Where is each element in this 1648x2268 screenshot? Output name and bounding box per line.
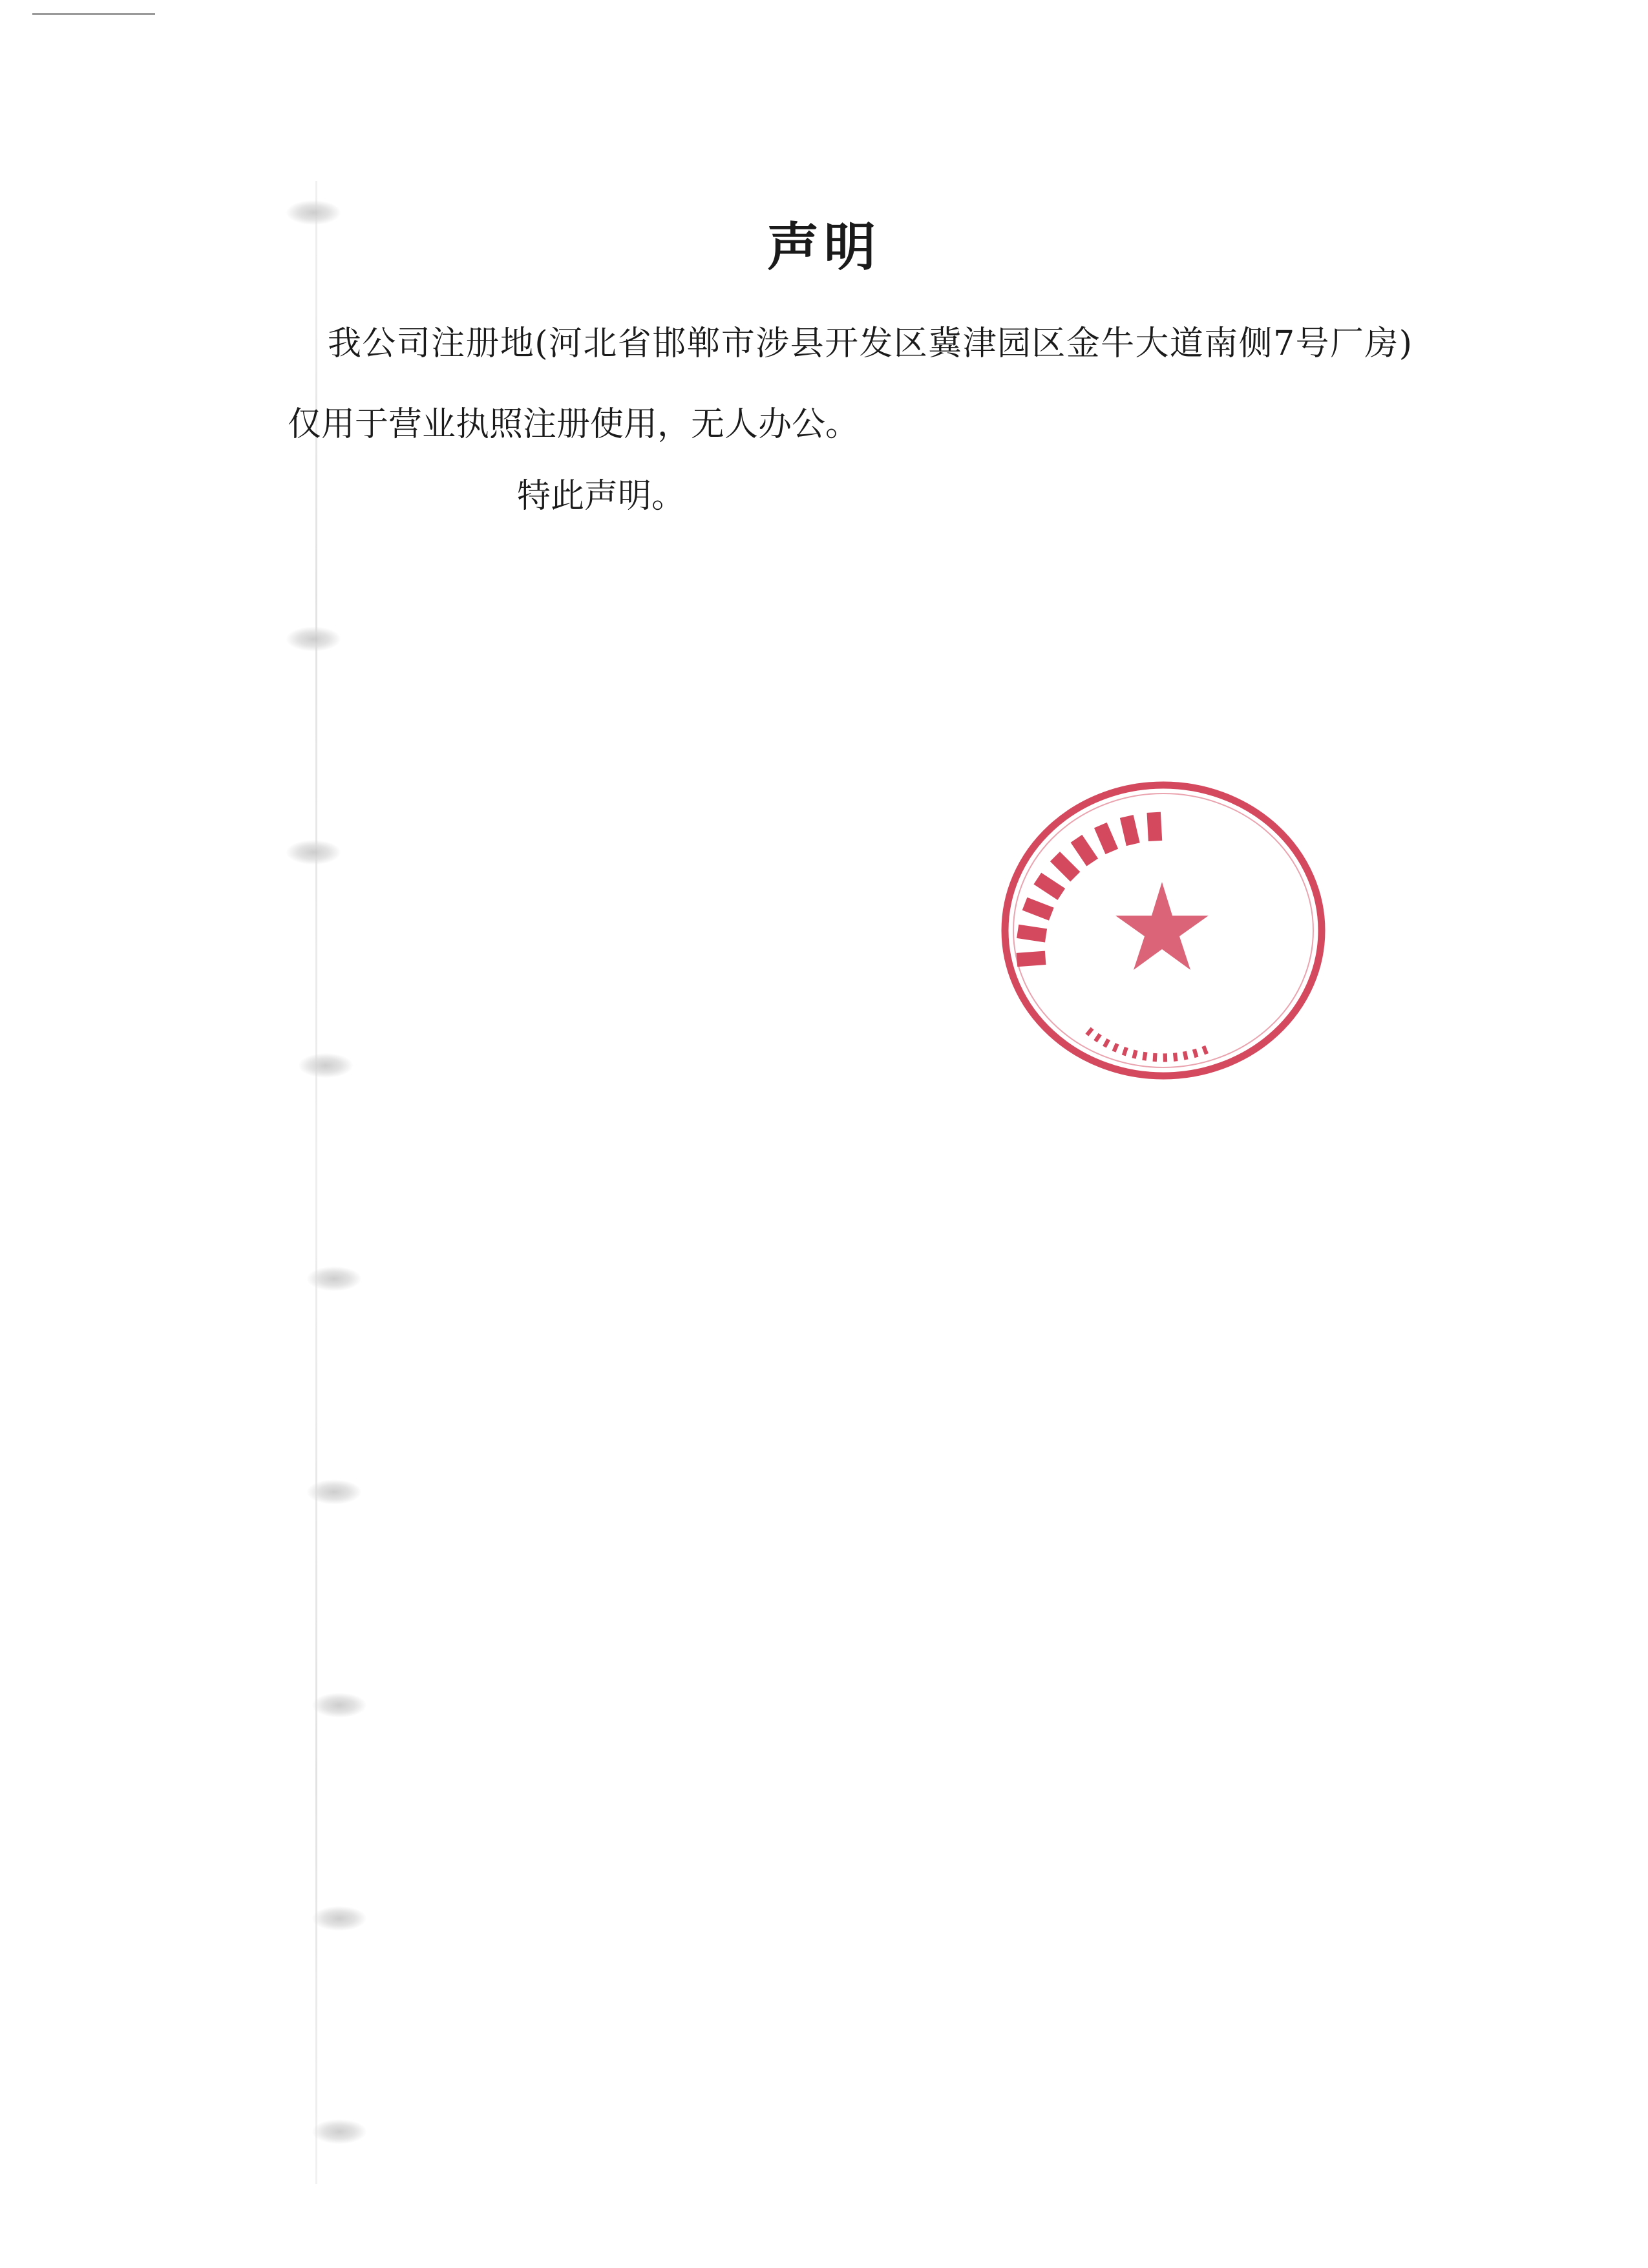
binding-line bbox=[315, 181, 317, 2184]
punch-hole bbox=[299, 1053, 353, 1078]
company-seal bbox=[995, 772, 1331, 1082]
svg-text:▮▮▮▮▮▮▮▮▮: ▮▮▮▮▮▮▮▮▮ bbox=[1005, 801, 1168, 971]
punch-hole bbox=[312, 1906, 366, 1931]
punch-hole bbox=[286, 627, 341, 651]
scan-artifact-line bbox=[32, 13, 155, 15]
statement-paragraph: 我公司注册地(河北省邯郸市涉县开发区冀津园区金牛大道南侧7号厂房)仅用于营业执照注册使用，无人办公。 bbox=[288, 324, 1412, 444]
punch-hole bbox=[312, 2119, 366, 2144]
punch-hole bbox=[286, 840, 341, 865]
svg-text:▮▮▮▮▮▮▮▮▮▮▮▮▮: ▮▮▮▮▮▮▮▮▮▮▮▮▮ bbox=[1081, 1022, 1214, 1066]
punch-hole bbox=[307, 1266, 361, 1291]
document-title: 声明 bbox=[767, 217, 881, 277]
punch-hole bbox=[307, 1480, 361, 1504]
punch-hole bbox=[312, 1693, 366, 1717]
star-icon bbox=[1115, 882, 1209, 970]
closing-line: 特此声明。 bbox=[517, 477, 686, 516]
document-body bbox=[288, 304, 1412, 465]
